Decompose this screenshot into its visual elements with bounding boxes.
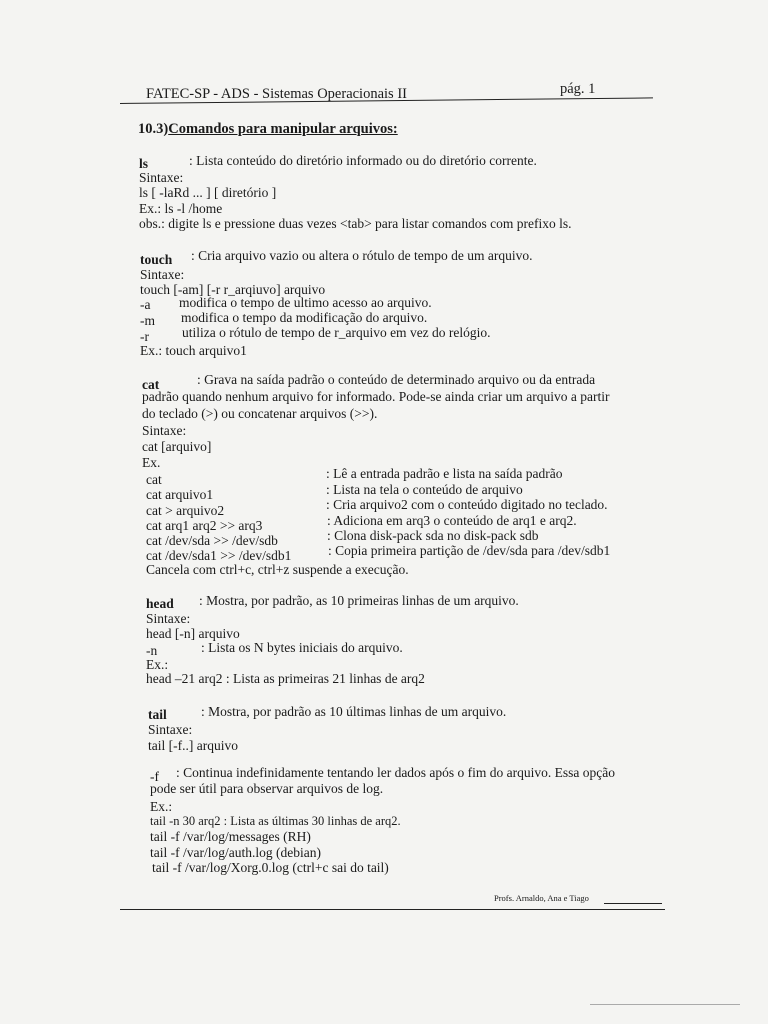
footer-author-rule [604, 903, 662, 904]
head-syntax: head [-n] arquivo [146, 626, 240, 641]
cat-example-text-3: : Cria arquivo2 com o conteúdo digitado no teclado. [326, 497, 608, 512]
cat-example-cmd-6: cat /dev/sda1 >> /dev/sdb1 [146, 548, 292, 563]
cat-example-cmd-3: cat > arquivo2 [146, 503, 225, 518]
footer-rule [120, 909, 665, 910]
tail-example-2: tail -f /var/log/messages (RH) [150, 829, 311, 844]
ls-syntax: ls [ -laRd ... ] [ diretório ] [139, 185, 277, 200]
tail-option-flag: -f [150, 769, 159, 784]
head-example: head –21 arq2 : Lista as primeiras 21 linhas de arq2 [146, 671, 425, 686]
tail-syntax-label: Sintaxe: [148, 722, 193, 737]
cat-syntax: cat [arquivo] [142, 439, 212, 454]
cat-description-line3: do teclado (>) ou concatenar arquivos (>>). [142, 406, 378, 421]
ls-description: : Lista conteúdo do diretório informado ou do diretório corrente. [189, 153, 537, 168]
ls-example: Ex.: ls -l /home [139, 201, 223, 216]
section-title [138, 121, 398, 138]
tail-example-1: tail -n 30 arq2 : Lista as últimas 30 linhas de arq2. [150, 814, 401, 828]
cat-ex-label: Ex. [142, 455, 161, 470]
cat-cancel-note: Cancela com ctrl+c, ctrl+z suspende a execução. [146, 562, 409, 577]
touch-option-flag-a: -a [140, 297, 151, 312]
ls-command-name: ls [139, 156, 149, 171]
cat-description-line2: padrão quando nenhum arquivo for informado. Pode-se ainda criar um arquivo a partir [142, 389, 610, 404]
tail-example-3: tail -f /var/log/auth.log (debian) [150, 845, 321, 860]
tail-option-text: : Continua indefinidamente tentando ler dados após o fim do arquivo. Essa opção [176, 765, 616, 780]
tail-ex-label: Ex.: [150, 799, 173, 814]
tail-example-4: tail -f /var/log/Xorg.0.log (ctrl+c sai do tail) [152, 860, 389, 875]
cat-syntax-label: Sintaxe: [142, 423, 187, 438]
cat-example-cmd-4: cat arq1 arq2 >> arq3 [146, 518, 263, 533]
ls-note: obs.: digite ls e pressione duas vezes <tab> para listar comandos com prefixo ls. [139, 216, 572, 231]
ls-syntax-label: Sintaxe: [139, 170, 184, 185]
page-edge-mark [590, 1004, 740, 1005]
cat-description: : Grava na saída padrão o conteúdo de determinado arquivo ou da entrada [197, 372, 596, 387]
touch-option-text-r: utiliza o rótulo de tempo de r_arquivo em vez do relógio. [182, 325, 491, 340]
section-title-text: Comandos para manipular arquivos: [168, 121, 398, 137]
touch-syntax-label: Sintaxe: [140, 267, 185, 282]
cat-example-text-6: : Copia primeira partição de /dev/sda para /dev/sdb1 [328, 543, 611, 558]
head-description: : Mostra, por padrão, as 10 primeiras linhas de um arquivo. [199, 593, 519, 608]
cat-example-text-1: : Lê a entrada padrão e lista na saída padrão [326, 466, 563, 481]
touch-example: Ex.: touch arquivo1 [140, 343, 247, 358]
tail-option-text-line2: pode ser útil para observar arquivos de log. [150, 781, 384, 796]
tail-description: : Mostra, por padrão as 10 últimas linhas de um arquivo. [201, 704, 507, 719]
head-ex-label: Ex.: [146, 657, 169, 672]
touch-description: : Cria arquivo vazio ou altera o rótulo de tempo de um arquivo. [191, 248, 533, 263]
cat-example-text-4: : Adiciona em arq3 o conteúdo de arq1 e arq2. [327, 513, 577, 528]
section-number: 10.3) [138, 121, 169, 137]
touch-option-flag-r: -r [140, 329, 149, 344]
touch-option-flag-m: -m [140, 313, 155, 328]
head-option-text: : Lista os N bytes iniciais do arquivo. [201, 640, 403, 655]
page-number: pág. 1 [560, 81, 596, 97]
head-syntax-label: Sintaxe: [146, 611, 191, 626]
touch-syntax: touch [-am] [-r r_arqiuvo] arquivo [140, 282, 326, 297]
cat-example-cmd-2: cat arquivo1 [146, 487, 214, 502]
tail-command-name: tail [148, 707, 167, 722]
touch-command-name: touch [140, 252, 173, 267]
cat-example-cmd-1: cat [146, 472, 162, 487]
header-title: FATEC-SP - ADS - Sistemas Operacionais II [146, 86, 407, 102]
tail-syntax: tail [-f..] arquivo [148, 738, 238, 753]
head-option-flag: -n [146, 643, 158, 658]
cat-example-text-2: : Lista na tela o conteúdo de arquivo [326, 482, 523, 497]
head-command-name: head [146, 596, 174, 611]
cat-command-name: cat [142, 377, 160, 392]
cat-example-cmd-5: cat /dev/sda >> /dev/sdb [146, 533, 278, 548]
touch-option-text-m: modifica o tempo da modificação do arquivo. [181, 310, 428, 325]
cat-example-text-5: : Clona disk-pack sda no disk-pack sdb [327, 528, 539, 543]
footer-authors: Profs. Arnaldo, Ana e Tiago [494, 893, 589, 903]
touch-option-text-a: modifica o tempo de ultimo acesso ao arquivo. [179, 295, 432, 310]
